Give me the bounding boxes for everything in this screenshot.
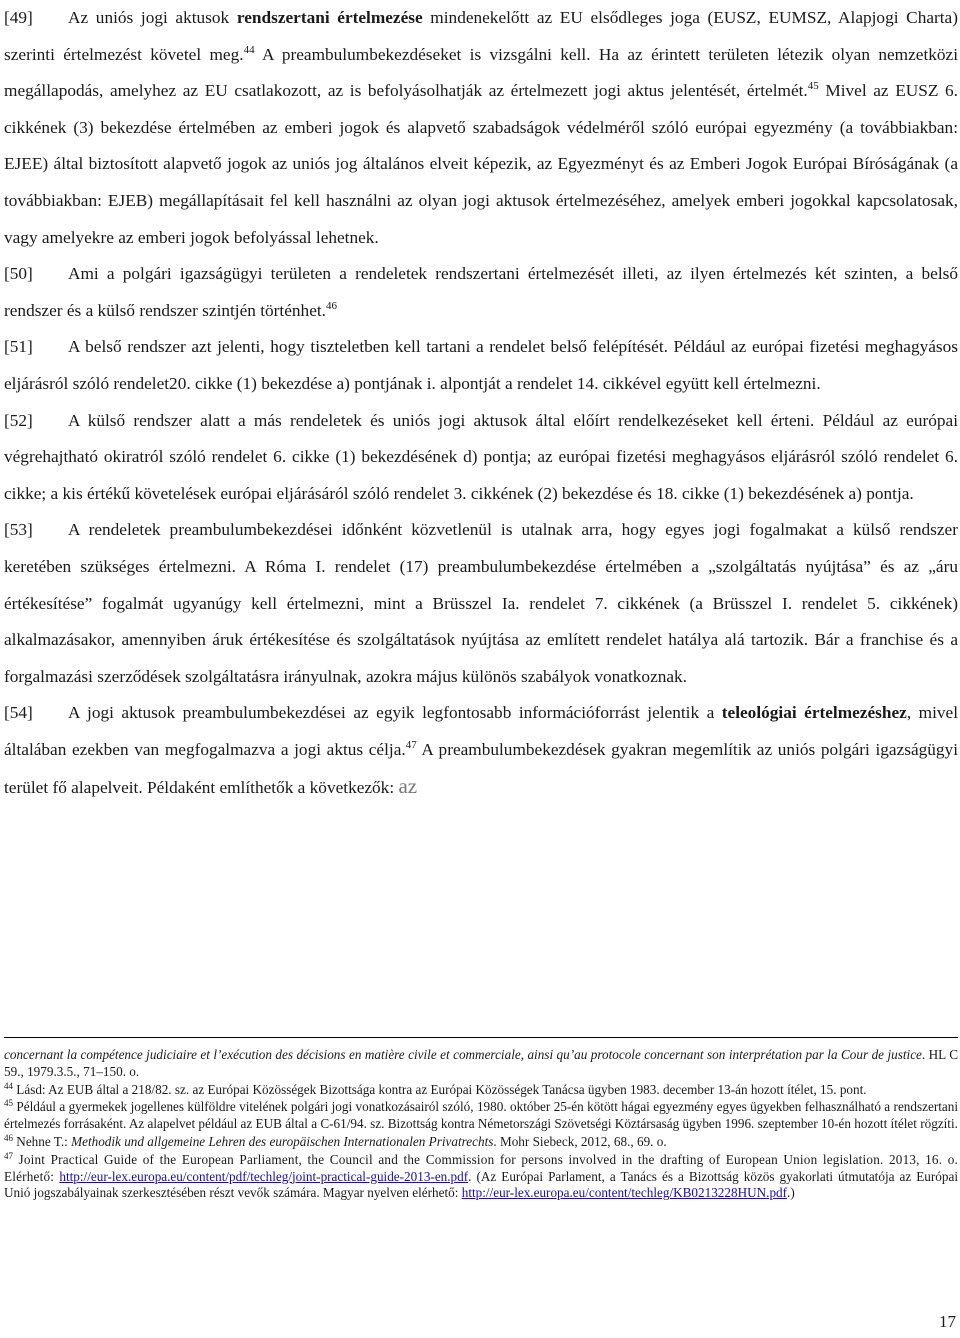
footnote-text: . (Az Európai Parlament, a Tanács és a Bizottság közös gyakorlati útmutatója az Európai Unió jogszabályainak szerkesztésében részt vevők számára. Magyar nyelven elérhető: [4, 1168, 958, 1201]
page-number: 17 [939, 1312, 956, 1331]
main-text [4, 0, 958, 807]
footnote-italic: Methodik und allgemeine Lehren des europäischen Internationalen Privatrechts [71, 1133, 494, 1149]
paragraph-text: A jogi aktusok preambulumbekezdései az egyik legfontosabb információforrást jelentik a [68, 703, 722, 723]
footnote-44 [4, 1082, 958, 1099]
paragraph-number: [54] [4, 703, 33, 723]
bold-term: teleológiai értelmezéshez [721, 703, 907, 723]
continued-text: az [398, 774, 418, 799]
paragraph-49 [4, 0, 958, 256]
paragraph-50 [4, 256, 958, 329]
paragraph-51 [4, 329, 958, 402]
bold-term: rendszertani értelmezése [236, 8, 423, 27]
footnote-ref-44[interactable]: 44 [243, 43, 255, 56]
paragraph-text: mindenekelőtt az EU elsődleges joga (EUSZ, EUMSZ, Alapjogi Charta) szerinti értelmezést követel meg. [4, 8, 958, 64]
footnote-47 [4, 1152, 958, 1202]
footnote-number: 45 [4, 1098, 13, 1109]
paragraph-text: A külső rendszer alatt a más rendeletek és uniós jogi aktusok által előírt rendelkezéseket kell érteni. Például az európai végrehajtható okiratról szóló rendelet 6. cikke (1) bekezdésének d) pontja; az európai fizetési meghagyásos eljárásról szóló rendelet 6. cikke; a kis értékű követelések európai eljárásáról szóló rendelet 3. cikkének (2) bekezdése és 18. cikke (1) bekezdésének a) pontja. [4, 410, 958, 503]
footnote-ref-46[interactable]: 46 [325, 299, 337, 312]
paragraph-number: [52] [4, 410, 33, 430]
paragraph-text: A rendeletek preambulumbekezdései időnként közvetlenül is utalnak arra, hogy egyes jogi fogalmakat a külső rendszer keretében szükséges értelmezni. A Róma I. rendelet (17) preambulumbekezdése értelmében a „szolgáltatás nyújtása” és az „áru értékesítése” fogalmát ugyanúgy kell értelmezni, mint a Brüsszel Ia. rendelet 7. cikkének (a Brüsszel I. rendelet 5. cikkének) alkalmazásakor, amennyiben áruk értékesítése és szolgáltatások nyújtása az említett rendelet hatálya alá tartozik. Bár a franchise és a forgalmazási szerződések szolgáltatásra irányulnak, azokra május különös szabályok vonatkoznak. [4, 520, 958, 686]
paragraph-53 [4, 512, 958, 695]
document-page [4, 0, 959, 1331]
paragraph-number: [51] [4, 337, 33, 357]
link-joint-practical-guide[interactable]: http://eur-lex.europa.eu/content/pdf/techleg/joint-practical-guide-2013-en.pdf [59, 1168, 469, 1184]
footnote-45 [4, 1099, 958, 1133]
footnote-text: Joint Practical Guide of the European Parliament, the Council and the Commission for persons involved in the drafting of European Union legislation. 2013, 16. o. Elérhető: [4, 1151, 958, 1184]
paragraph-text: Az uniós jogi aktusok [68, 8, 237, 27]
footnote-ref-47[interactable]: 47 [405, 738, 417, 751]
footnote-number: 47 [4, 1150, 13, 1161]
footnote-italic: concernant la compétence judiciaire et l’exécution des décisions en matière civile et commerciale, ainsi qu’au protocole concernant son interprétation par la Cour de justice [4, 1047, 922, 1062]
paragraph-text: A belső rendszer azt jelenti, hogy tiszteletben kell tartani a rendelet belső felépítését. Például az európai fizetési meghagyásos eljárásról szóló rendelet20. cikke (1) bekezdése a) pontjának i. alpontját a rendelet 14. cikkével együtt kell értelmezni. [4, 337, 958, 393]
paragraph-text: A preambulumbekezdéseket is vizsgálni kell. Ha az érintett területen létezik olyan nemzetközi megállapodás, amelyhez az EU csatlakozott, az is befolyásolhatják az értelmezett jogi aktus jelentését, értelmét. [4, 44, 958, 101]
footnote-text: Lásd: Az EUB által a 218/82. sz. az Európai Közösségek Bizottsága kontra az Európai Közösségek Tanácsa ügyben 1983. december 13-án hozott ítélet, 15. pont. [13, 1081, 867, 1097]
footnote-continuation [4, 1047, 958, 1081]
footnote-46 [4, 1134, 958, 1151]
footnote-text: Például a gyermekek jogellenes külföldre vitelének polgári jogi vonatkozásairól szóló, 1980. október 25-én kötött hágai egyezmény egyes ügyekben felhasználható a rendszertani értelmezés forrásaként. Az alapelvet például az EUB által a C-61/94. sz. Bizottság kontra Németországi Szövetségi Köztársaság ügyben 1996. szeptember 10-én hozott ítélet rögzíti. [4, 1099, 958, 1132]
paragraph-text: , mivel általában ezekben van megfogalmazva a jogi aktus célja. [4, 703, 958, 759]
footnote-text: .) [787, 1185, 795, 1201]
footnote-text: . HL C 59., 1979.3.5., 71–150. o. [4, 1047, 958, 1079]
link-hungarian-guide[interactable]: http://eur-lex.europa.eu/content/techleg/KB0213228HUN.pdf [461, 1185, 788, 1201]
paragraph-text: Mivel az EUSZ 6. cikkének (3) bekezdése értelmében az emberi jogok és alapvető szabadságok védelméről szóló európai egyezmény (a továbbiakban: EJEE) által biztosított alapvető jogok az uniós jog általános elveit képezik, az Egyezményt és az Emberi Jogok Európai Bíróságának (a továbbiakban: EJEB) megállapításait fel kell használni az olyan jogi aktusok értelmezéséhez, amelyek emberi jogokkal kapcsolatosak, vagy amelyekre az emberi jogok befolyással lehetnek. [4, 81, 958, 247]
footnote-number: 44 [4, 1080, 13, 1091]
paragraph-text: A preambulumbekezdések gyakran megemlítik az uniós polgári igazságügyi terület fő alapelveit. Példaként említhetők a következők: [4, 739, 959, 798]
paragraph-52 [4, 403, 958, 513]
footnote-number: 46 [4, 1132, 13, 1143]
paragraph-54 [4, 695, 958, 807]
footnote-separator [4, 1037, 958, 1038]
footnote-text: Nehne T.: [13, 1133, 72, 1149]
paragraph-text: Ami a polgári igazságügyi területen a rendeletek rendszertani értelmezését illeti, az ilyen értelmezés két szinten, a belső rendszer és a külső rendszer szintjén történhet. [4, 264, 958, 320]
paragraph-number: [49] [4, 8, 33, 27]
footnote-ref-45[interactable]: 45 [807, 80, 819, 93]
footnotes [4, 1047, 958, 1203]
paragraph-number: [53] [4, 520, 33, 540]
footnote-text: . Mohr Siebeck, 2012, 68., 69. o. [493, 1133, 667, 1149]
paragraph-number: [50] [4, 264, 33, 284]
